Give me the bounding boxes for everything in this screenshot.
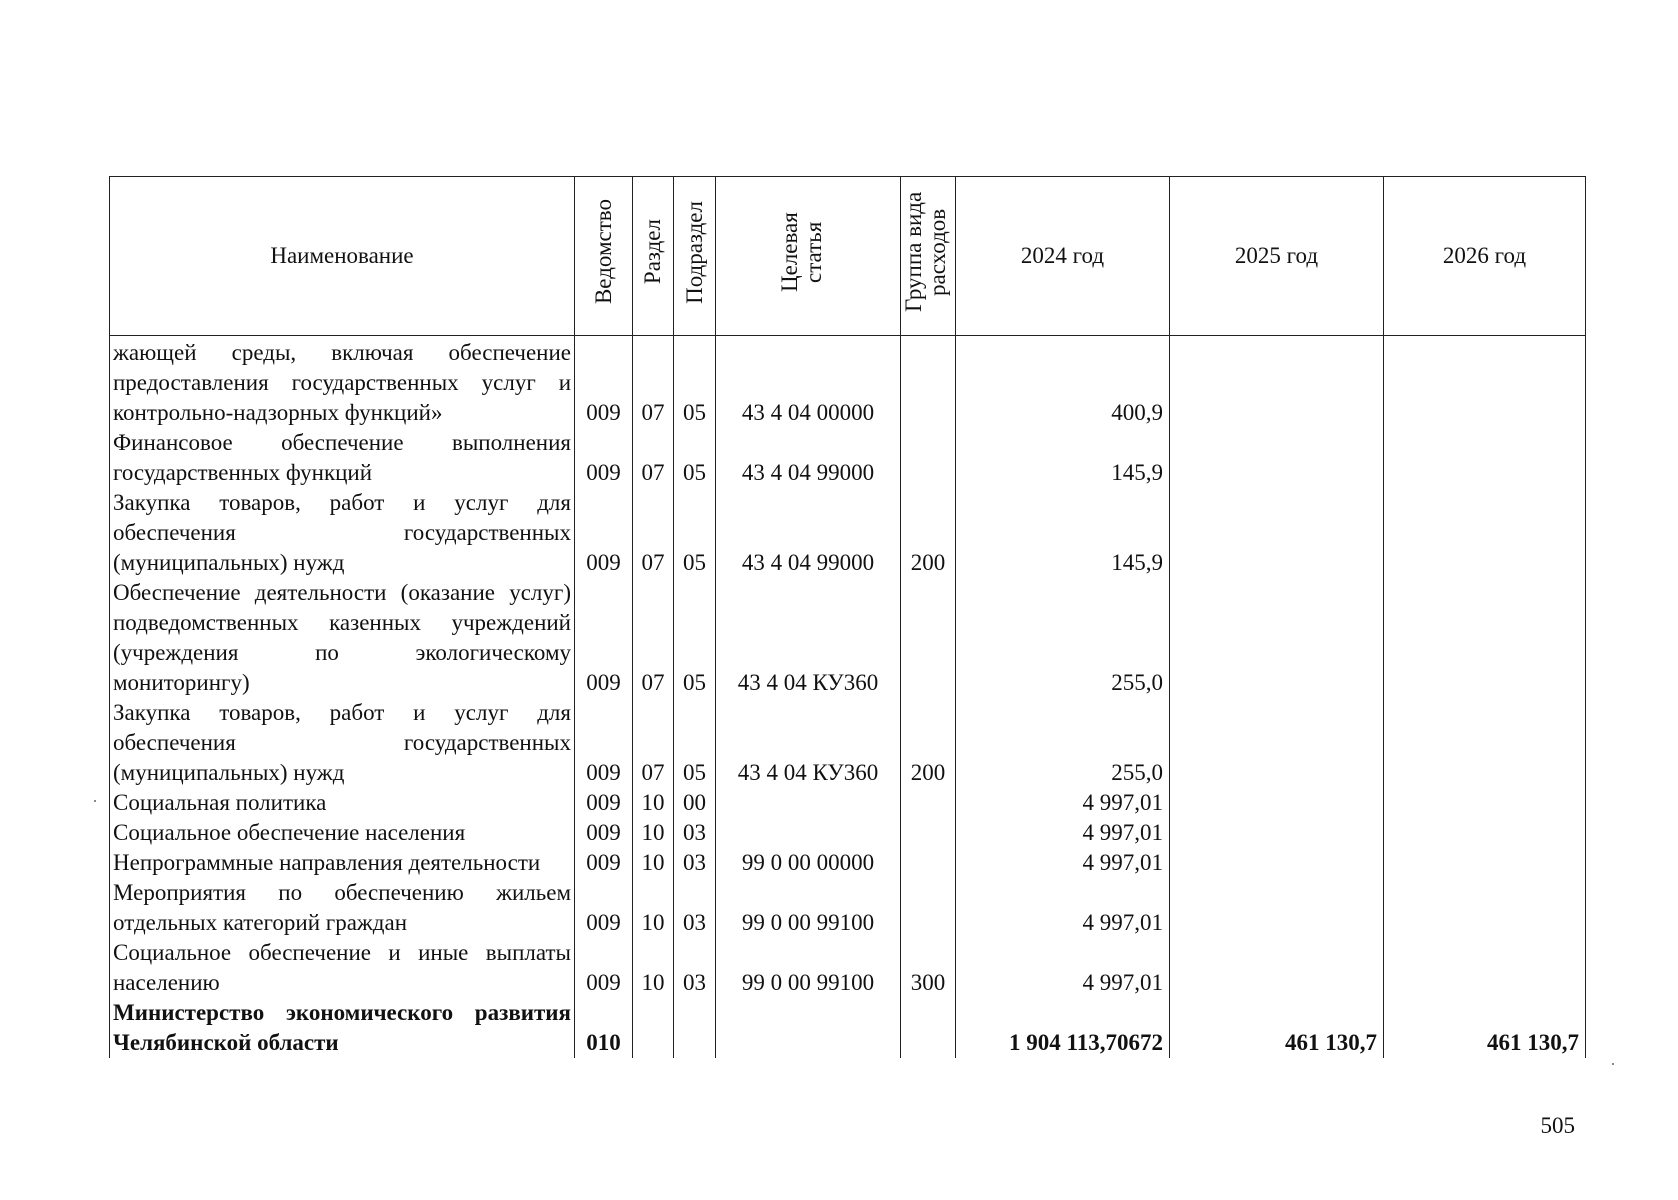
table-row xyxy=(110,938,1586,998)
cell-subsection: 05 xyxy=(674,698,716,788)
cell-name: Закупка товаров, работ и услуг для обеспечения государственных (муниципальных) нужд xyxy=(110,488,575,578)
cell-section: 10 xyxy=(633,878,674,938)
cell-target-item xyxy=(716,788,901,818)
cell-target-item: 43 4 04 99000 xyxy=(716,428,901,488)
cell-2025: 461 130,7 xyxy=(1170,998,1384,1058)
table-row xyxy=(110,336,1586,429)
cell-name: Обеспечение деятельности (оказание услуг) подведомственных казенных учреждений (учреждения по экологическому мониторингу) xyxy=(110,578,575,698)
header-row xyxy=(110,177,1586,336)
cell-expense-group xyxy=(901,428,956,488)
cell-target-item: 43 4 04 КУ360 xyxy=(716,578,901,698)
table-row xyxy=(110,998,1586,1058)
cell-2024: 1 904 113,70672 xyxy=(956,998,1170,1058)
cell-target-item: 43 4 04 00000 xyxy=(716,336,901,429)
cell-2026 xyxy=(1384,878,1586,938)
header-section: Раздел xyxy=(633,177,674,336)
cell-name: жающей среды, включая обеспечение предоставления государственных услуг и контрольно-надзорных функций» xyxy=(110,336,575,429)
cell-2026 xyxy=(1384,578,1586,698)
budget-table xyxy=(109,176,1586,1058)
cell-expense-group xyxy=(901,998,956,1058)
cell-2026 xyxy=(1384,428,1586,488)
header-2026: 2026 год xyxy=(1384,177,1586,336)
cell-subsection: 03 xyxy=(674,878,716,938)
cell-name: Финансовое обеспечение выполнения государственных функций xyxy=(110,428,575,488)
cell-2026 xyxy=(1384,336,1586,429)
cell-2024: 4 997,01 xyxy=(956,878,1170,938)
cell-target-item xyxy=(716,998,901,1058)
cell-subsection: 03 xyxy=(674,848,716,878)
cell-target-item xyxy=(716,818,901,848)
cell-target-item: 99 0 00 99100 xyxy=(716,938,901,998)
header-ministry: Ведомство xyxy=(575,177,633,336)
cell-2026 xyxy=(1384,788,1586,818)
cell-2026 xyxy=(1384,938,1586,998)
cell-ministry: 009 xyxy=(575,698,633,788)
cell-expense-group xyxy=(901,878,956,938)
cell-subsection: 05 xyxy=(674,428,716,488)
table-row xyxy=(110,428,1586,488)
header-expense-group: Группа вида расходов xyxy=(901,177,956,336)
header-subsection: Подраздел xyxy=(674,177,716,336)
cell-subsection: 05 xyxy=(674,336,716,429)
table-row xyxy=(110,788,1586,818)
cell-section: 07 xyxy=(633,336,674,429)
cell-target-item: 43 4 04 КУ360 xyxy=(716,698,901,788)
cell-ministry: 009 xyxy=(575,336,633,429)
cell-name: Социальная политика xyxy=(110,788,575,818)
cell-expense-group xyxy=(901,848,956,878)
cell-2025 xyxy=(1170,938,1384,998)
cell-expense-group xyxy=(901,336,956,429)
cell-2024: 255,0 xyxy=(956,698,1170,788)
cell-subsection: 00 xyxy=(674,788,716,818)
cell-2026 xyxy=(1384,698,1586,788)
cell-expense-group xyxy=(901,818,956,848)
cell-expense-group xyxy=(901,788,956,818)
cell-2026: 461 130,7 xyxy=(1384,998,1586,1058)
scan-dot xyxy=(94,800,96,802)
cell-2024: 4 997,01 xyxy=(956,818,1170,848)
cell-subsection: 03 xyxy=(674,938,716,998)
table-row xyxy=(110,848,1586,878)
cell-ministry: 009 xyxy=(575,788,633,818)
header-2025: 2025 год xyxy=(1170,177,1384,336)
table-row xyxy=(110,578,1586,698)
header-target-item: Целевая статья xyxy=(716,177,901,336)
cell-name: Закупка товаров, работ и услуг для обеспечения государственных (муниципальных) нужд xyxy=(110,698,575,788)
cell-2024: 4 997,01 xyxy=(956,848,1170,878)
cell-2024: 255,0 xyxy=(956,578,1170,698)
cell-expense-group: 200 xyxy=(901,488,956,578)
cell-2026 xyxy=(1384,848,1586,878)
page-number: 505 xyxy=(1540,1113,1575,1138)
cell-ministry: 009 xyxy=(575,878,633,938)
cell-ministry: 010 xyxy=(575,998,633,1058)
cell-ministry: 009 xyxy=(575,428,633,488)
cell-2025 xyxy=(1170,788,1384,818)
cell-2026 xyxy=(1384,488,1586,578)
cell-ministry: 009 xyxy=(575,488,633,578)
cell-name: Социальное обеспечение и иные выплаты населению xyxy=(110,938,575,998)
cell-subsection xyxy=(674,998,716,1058)
cell-2024: 400,9 xyxy=(956,336,1170,429)
cell-section: 07 xyxy=(633,578,674,698)
cell-2024: 4 997,01 xyxy=(956,938,1170,998)
cell-target-item: 43 4 04 99000 xyxy=(716,488,901,578)
cell-section xyxy=(633,998,674,1058)
table-row xyxy=(110,878,1586,938)
cell-2025 xyxy=(1170,698,1384,788)
cell-target-item: 99 0 00 99100 xyxy=(716,878,901,938)
cell-name: Министерство экономического развития Челябинской области xyxy=(110,998,575,1058)
cell-2025 xyxy=(1170,428,1384,488)
cell-section: 07 xyxy=(633,428,674,488)
cell-section: 07 xyxy=(633,698,674,788)
cell-expense-group xyxy=(901,578,956,698)
cell-section: 10 xyxy=(633,938,674,998)
header-name: Наименование xyxy=(110,177,575,336)
cell-name: Социальное обеспечение населения xyxy=(110,818,575,848)
cell-section: 07 xyxy=(633,488,674,578)
cell-ministry: 009 xyxy=(575,818,633,848)
table-row xyxy=(110,488,1586,578)
cell-2025 xyxy=(1170,578,1384,698)
cell-section: 10 xyxy=(633,818,674,848)
cell-2025 xyxy=(1170,878,1384,938)
cell-name: Непрограммные направления деятельности xyxy=(110,848,575,878)
cell-2024: 4 997,01 xyxy=(956,788,1170,818)
table-row xyxy=(110,698,1586,788)
table-row xyxy=(110,818,1586,848)
cell-name: Мероприятия по обеспечению жильем отдельных категорий граждан xyxy=(110,878,575,938)
header-2024: 2024 год xyxy=(956,177,1170,336)
cell-2024: 145,9 xyxy=(956,488,1170,578)
cell-2026 xyxy=(1384,818,1586,848)
table-body xyxy=(110,336,1586,1059)
cell-expense-group: 300 xyxy=(901,938,956,998)
cell-ministry: 009 xyxy=(575,848,633,878)
cell-subsection: 05 xyxy=(674,578,716,698)
cell-2025 xyxy=(1170,336,1384,429)
cell-2025 xyxy=(1170,818,1384,848)
cell-2025 xyxy=(1170,488,1384,578)
cell-subsection: 03 xyxy=(674,818,716,848)
cell-ministry: 009 xyxy=(575,938,633,998)
cell-target-item: 99 0 00 00000 xyxy=(716,848,901,878)
cell-2025 xyxy=(1170,848,1384,878)
cell-section: 10 xyxy=(633,788,674,818)
cell-ministry: 009 xyxy=(575,578,633,698)
cell-expense-group: 200 xyxy=(901,698,956,788)
cell-subsection: 05 xyxy=(674,488,716,578)
cell-section: 10 xyxy=(633,848,674,878)
cell-2024: 145,9 xyxy=(956,428,1170,488)
scan-dot xyxy=(1612,1063,1614,1065)
